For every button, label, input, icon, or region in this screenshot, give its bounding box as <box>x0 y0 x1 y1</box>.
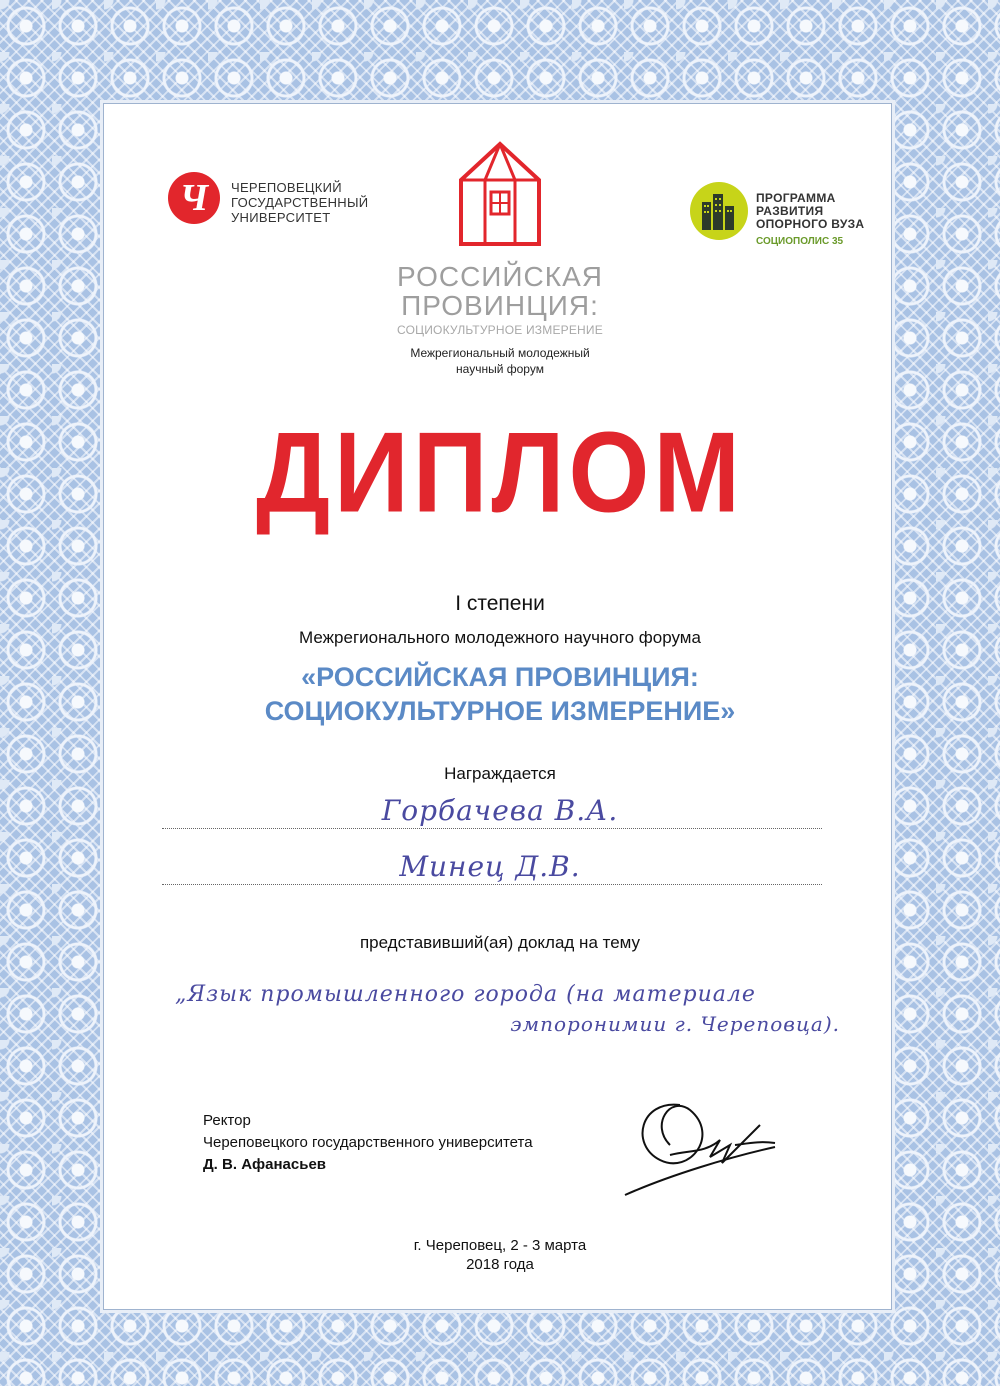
chsu-logo-icon: Ч <box>168 172 220 224</box>
forum-type-label: Межрегиональный молодежный научный форум <box>410 346 590 376</box>
presented-label: представивший(ая) доклад на тему <box>359 933 641 952</box>
program-name: ПРОГРАММА РАЗВИТИЯ ОПОРНОГО ВУЗА <box>756 191 865 231</box>
rector-name: Д. В. Афанасьев <box>203 1156 327 1173</box>
topic-line: эмпоронимии г. Череповца). <box>510 1012 840 1036</box>
degree-label: I степени <box>455 592 545 615</box>
rector-signature <box>610 1085 780 1205</box>
rector-organization: Череповецкого государственного университета <box>203 1134 533 1151</box>
place-date: г. Череповец, 2 - 3 марта 2018 года <box>413 1237 587 1273</box>
city-buildings-icon <box>690 182 748 240</box>
house-logo-icon <box>455 140 545 250</box>
university-name: ЧЕРЕПОВЕЦКИЙ ГОСУДАРСТВЕННЫЙ УНИВЕРСИТЕТ <box>231 180 369 225</box>
rector-block <box>203 1110 533 1176</box>
dotted-line <box>162 828 822 829</box>
program-subtitle: СОЦИОПОЛИС 35 <box>756 236 844 247</box>
awardee-name: Горбачева В.А. <box>381 794 619 827</box>
awardee-name: Минец Д.В. <box>399 850 581 883</box>
topic-line: „Язык промышленного города (на материале <box>175 982 756 1007</box>
forum-brand-subtitle: СОЦИОКУЛЬТУРНОЕ ИЗМЕРЕНИЕ <box>397 323 603 337</box>
forum-title: «РОССИЙСКАЯ ПРОВИНЦИЯ: СОЦИОКУЛЬТУРНОЕ ИЗМЕРЕНИЕ» <box>264 662 736 726</box>
rector-title: Ректор <box>203 1112 251 1129</box>
awarded-label: Награждается <box>444 764 556 783</box>
forum-line: Межрегионального молодежного научного форума <box>299 628 701 647</box>
dotted-line <box>162 884 822 885</box>
diploma-title: ДИПЛОМ <box>255 409 745 537</box>
forum-brand-title: РОССИЙСКАЯ ПРОВИНЦИЯ: <box>397 261 603 321</box>
